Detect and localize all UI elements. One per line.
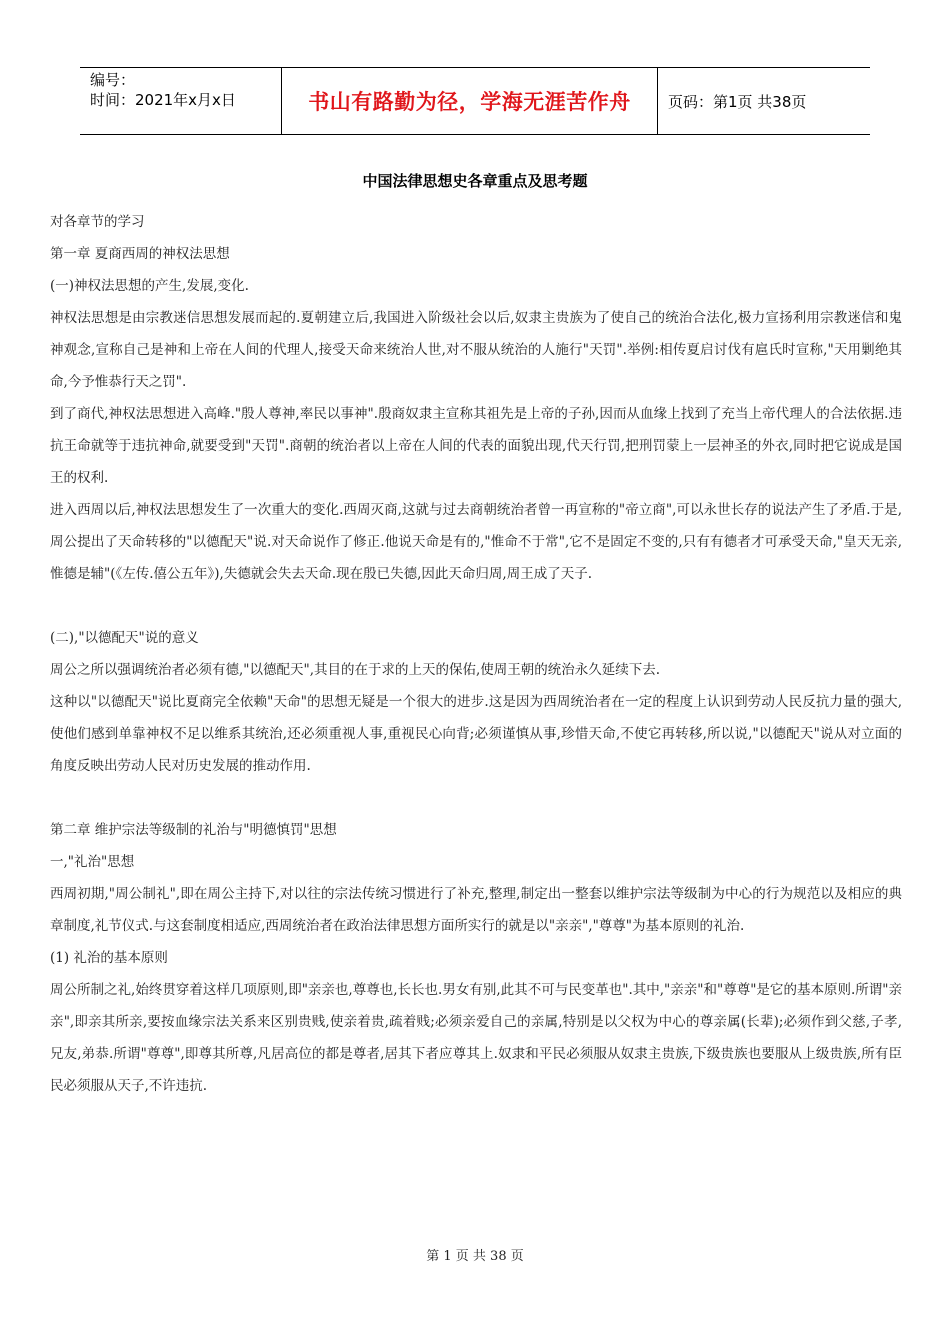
intro-line: 对各章节的学习: [50, 214, 145, 230]
chapter-heading: 第一章 夏商西周的神权法思想: [50, 246, 230, 262]
paragraph: 到了商代,神权法思想进入高峰."殷人尊神,率民以事神".殷商奴隶主宣称其祖先是上帝的子孙,因而从血缘上找到了充当上帝代理人的合法依据.违抗王命就等于违抗神命,就要受到"天罚".商朝的统治者以上帝在人间的代表的面貌出现,代天行罚,把刑罚蒙上一层神圣的外衣,同时把它说成是国王的权利.: [50, 406, 902, 486]
paragraph: 神权法思想是由宗教迷信思想发展而起的.夏朝建立后,我国进入阶级社会以后,奴隶主贵族为了使自己的统治合法化,极力宣扬利用宗教迷信和鬼神观念,宣称自己是神和上帝在人间的代理人,接受天命来统治人世,对不服从统治的人施行"天罚".举例:相传夏启讨伐有扈氏时宣称,"天用剿绝其命,今予惟恭行天之罚".: [50, 310, 902, 390]
paragraph: 这种以"以德配天"说比夏商完全依赖"天命"的思想无疑是一个很大的进步.这是因为西周统治者在一定的程度上认识到劳动人民反抗力量的强大,使他们感到单靠神权不足以维系其统治,还必须重视人事,重视民心向背;必须谨慎从事,珍惜天命,不使它再转移,所以说,"以德配天"说从对立面的角度反映出劳动人民对历史发展的推动作用.: [50, 694, 902, 774]
paragraph: 西周初期,"周公制礼",即在周公主持下,对以往的宗法传统习惯进行了补充,整理,制定出一整套以维护宗法等级制为中心的行为规范以及相应的典章制度,礼节仪式.与这套制度相适应,西周统治者在政治法律思想方面所实行的就是以"亲亲","尊尊"为基本原则的礼治.: [50, 886, 902, 934]
paragraph: 周公之所以强调统治者必须有德,"以德配天",其目的在于求的上天的保佑,使周王朝的统治永久延续下去.: [50, 662, 661, 678]
section-heading: (一)神权法思想的产生,发展,变化.: [50, 278, 249, 294]
paragraph: 周公所制之礼,始终贯穿着这样几项原则,即"亲亲也,尊尊也,长长也.男女有别,此其不可与民变革也".其中,"亲亲"和"尊尊"是它的基本原则.所谓"亲亲",即亲其所亲,要按血缘宗法关系来区别贵贱,使亲着贵,疏着贱;必须亲爱自己的亲属,特别是以父权为中心的尊亲属(长辈);必须作到父慈,子孝,兄友,弟恭.所谓"尊尊",即尊其所尊,凡居高位的都是尊者,居其下者应尊其上.奴隶和平民必须服从奴隶主贵族,下级贵族也要服从上级贵族,所有臣民必须服从天子,不许违抗.: [50, 982, 902, 1094]
document-body: [50, 206, 902, 1102]
header-page-info: 页码：第1页 共38页: [668, 92, 807, 111]
date-label: 时间：2021年x月x日: [90, 91, 236, 109]
subsection-heading: (1) 礼治的基本原则: [50, 950, 168, 966]
document-header: [80, 67, 870, 135]
page-footer: 第 1 页 共 38 页: [426, 1249, 524, 1264]
section-heading: 一,"礼治"思想: [50, 854, 135, 870]
section-heading: (二),"以德配天"说的意义: [50, 630, 199, 646]
chapter-heading: 第二章 维护宗法等级制的礼治与"明德慎罚"思想: [50, 822, 337, 838]
header-motto: 书山有路勤为径，学海无涯苦作舟: [282, 68, 658, 134]
document-title: 中国法律思想史各章重点及思考题: [362, 172, 588, 190]
header-meta-cell: [80, 68, 282, 134]
paragraph: 进入西周以后,神权法思想发生了一次重大的变化.西周灭商,这就与过去商朝统治者曾一再宣称的"帝立商",可以永世长存的说法产生了矛盾.于是,周公提出了天命转移的"以德配天"说.对天命说作了修正.他说天命是有的,"惟命不于常",它不是固定不变的,只有有德者才可承受天命,"皇天无亲,惟德是辅"(《左传.僖公五年》),失德就会失去天命.现在殷已失德,因此天命归周,周王成了天子.: [50, 502, 902, 582]
number-label: 编号：: [90, 71, 136, 89]
